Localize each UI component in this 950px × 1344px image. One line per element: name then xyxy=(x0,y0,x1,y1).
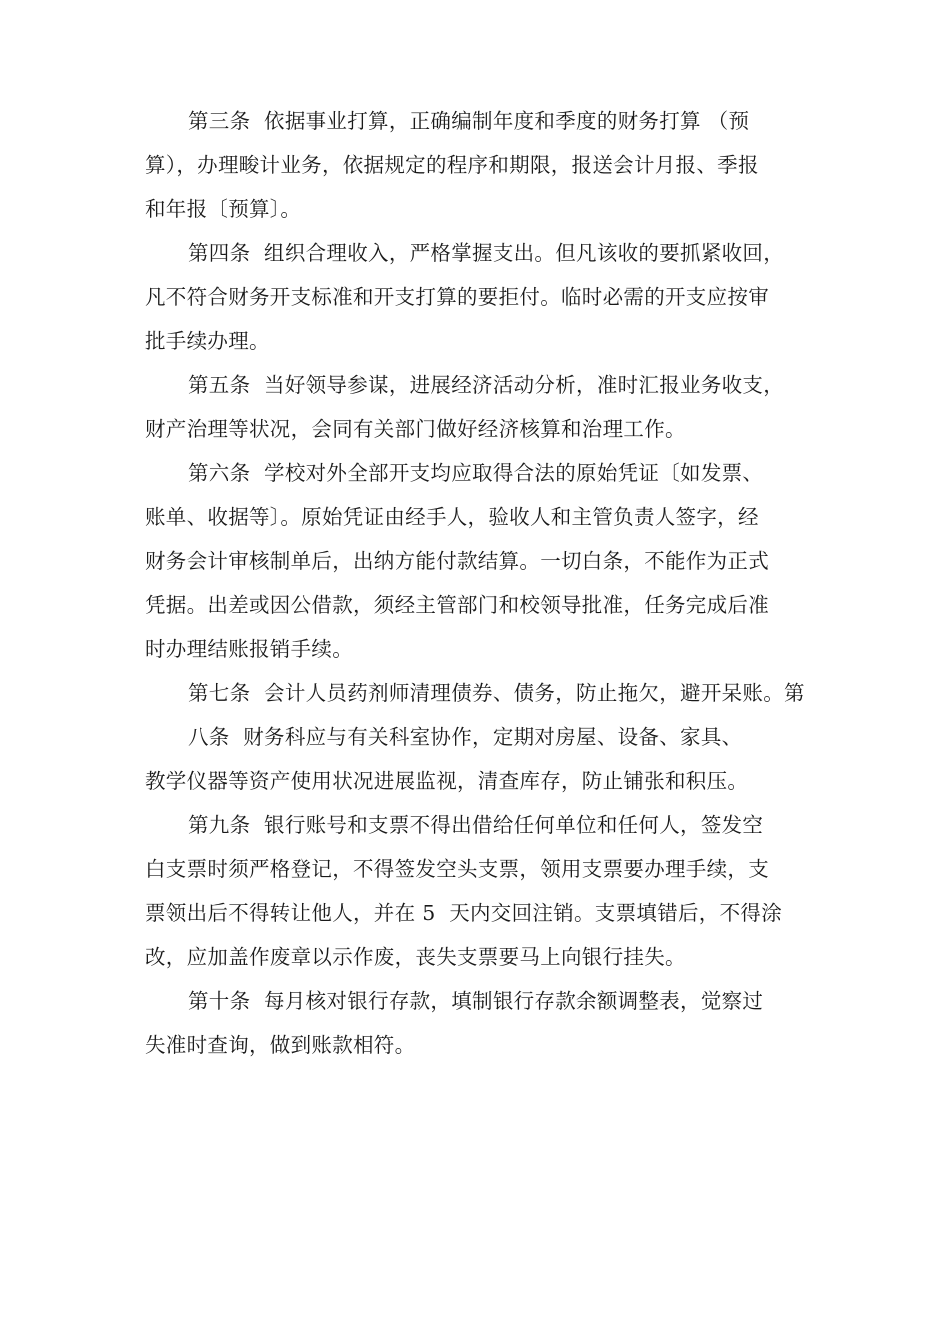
article-3-line-1: 第三条 依据事业打算，正确编制年度和季度的财务打算 （预 xyxy=(188,109,750,133)
article-3-line-3: 和年报〔预算〕。 xyxy=(145,197,302,221)
article-9-line-3: 票领出后不得转让他人，并在 5 天内交回注销。支票填错后，不得涂 xyxy=(145,901,782,925)
article-6-line-1: 第六条 学校对外全部开支均应取得合法的原始凭证〔如发票、 xyxy=(188,461,764,485)
article-7-line-1: 第七条 会计人员药剂师清理债券、债务，防止拖欠，避开呆账。第 xyxy=(188,681,805,705)
article-9-line-1: 第九条 银行账号和支票不得出借给任何单位和任何人，签发空 xyxy=(188,813,764,837)
article-4-line-2: 凡不符合财务开支标准和开支打算的要拒付。临时必需的开支应按审 xyxy=(145,285,769,309)
article-6-line-2: 账单、收据等〕。原始凭证由经手人，验收人和主管负责人签字，经 xyxy=(145,505,759,529)
article-5-line-1: 第五条 当好领导参谋，进展经济活动分析，准时汇报业务收支， xyxy=(188,373,785,397)
article-8-line-1: 八条 财务科应与有关科室协作，定期对房屋、设备、家具、 xyxy=(188,725,743,749)
article-3-line-2: 算），办理畯计业务，依据规定的程序和期限，报送会计月报、季报 xyxy=(145,153,759,177)
article-8-line-2: 教学仪器等资产使用状况进展监视，清查库存，防止铺张和积压。 xyxy=(145,769,749,793)
article-4-line-1: 第四条 组织合理收入，严格掌握支出。但凡该收的要抓紧收回， xyxy=(188,241,785,265)
article-5-line-2: 财产治理等状况，会同有关部门做好经济核算和治理工作。 xyxy=(145,417,686,441)
article-6-line-3: 财务会计审核制单后，出纳方能付款结算。一切白条，不能作为正式 xyxy=(145,549,769,573)
article-6-line-4: 凭据。出差或因公借款，须经主管部门和校领导批准，任务完成后准 xyxy=(145,593,769,617)
article-10-line-2: 失准时查询，做到账款相符。 xyxy=(145,1033,416,1057)
article-9-line-2: 白支票时须严格登记，不得签发空头支票，领用支票要办理手续，支 xyxy=(145,857,769,881)
article-4-line-3: 批手续办理。 xyxy=(145,329,270,353)
article-9-line-4: 改，应加盖作废章以示作废，丧失支票要马上向银行挂失。 xyxy=(145,945,686,969)
article-6-line-5: 时办理结账报销手续。 xyxy=(145,637,353,661)
article-10-line-1: 第十条 每月核对银行存款，填制银行存款余额调整表，觉察过 xyxy=(188,989,764,1013)
